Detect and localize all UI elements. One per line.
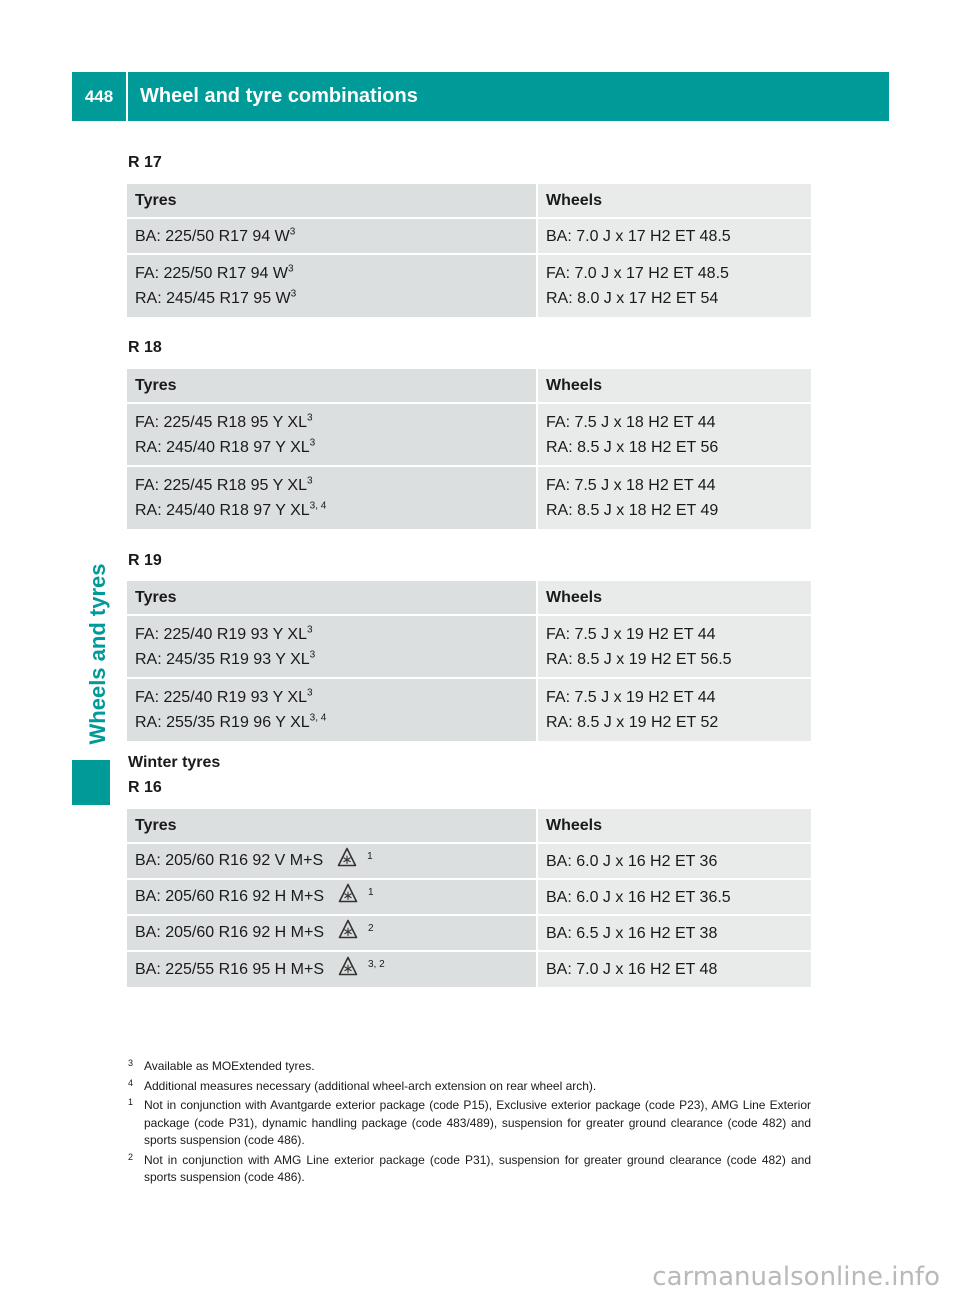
- footnote-text: Additional measures necessary (additional wheel-arch extension on rear wheel arch).: [144, 1078, 597, 1093]
- tyre-spec: BA: 225/55 R16 95 H M+S: [135, 960, 324, 978]
- wheel-cell: [537, 879, 811, 915]
- table-row: [127, 254, 811, 317]
- column-header-wheels: Wheels: [537, 809, 811, 843]
- tyre-spec: FA: 225/50 R17 94 W: [135, 265, 288, 282]
- wheel-cell: [537, 951, 811, 987]
- snowflake-mountain-icon: [338, 956, 358, 984]
- footnote-ref: 3: [290, 288, 297, 300]
- wheel-spec: BA: 6.0 J x 16 H2 ET 36.5: [546, 888, 731, 906]
- tyre-cell: [127, 915, 537, 951]
- wheel-cell: [537, 615, 811, 678]
- footnote-ref: 2: [368, 922, 374, 934]
- table-row: [127, 678, 811, 741]
- tyre-spec: FA: 225/45 R18 95 Y XL: [135, 413, 307, 431]
- page-title: Wheel and tyre combinations: [140, 85, 418, 107]
- footnote-ref: 3: [309, 649, 316, 661]
- footnote: [128, 1058, 811, 1076]
- wheel-cell: [537, 678, 811, 741]
- wheel-cell: [537, 254, 811, 317]
- footnote: [128, 1078, 811, 1096]
- tyre-cell: [127, 951, 537, 987]
- wheel-spec: RA: 8.5 J x 19 H2 ET 56.5: [546, 650, 732, 668]
- footnote-ref: 3, 2: [368, 959, 385, 971]
- footnote-text: Available as MOExtended tyres.: [144, 1059, 315, 1073]
- footnote-ref: 3, 4: [309, 500, 327, 512]
- wheel-cell: [537, 218, 811, 254]
- table-row: [127, 843, 811, 879]
- column-header-tyres: Tyres: [127, 581, 537, 615]
- tyre-cell: [127, 254, 537, 317]
- tyre-spec: RA: 245/40 R18 97 Y XL: [135, 438, 310, 456]
- table-row: [127, 466, 811, 529]
- wheel-spec: FA: 7.5 J x 18 H2 ET 44: [546, 477, 716, 494]
- tyre-cell: [127, 843, 537, 879]
- wheel-spec: BA: 6.0 J x 16 H2 ET 36: [546, 852, 718, 870]
- winter-tyres-heading: Winter tyres: [128, 754, 221, 771]
- section-heading-r16: R 16: [128, 779, 162, 796]
- tyre-spec: RA: 255/35 R19 96 Y XL: [135, 714, 310, 731]
- section-heading-r19: R 19: [128, 552, 162, 569]
- tyre-cell: [127, 879, 537, 915]
- footnote-number: 1: [128, 1097, 134, 1107]
- footnote-ref: 3: [306, 624, 313, 636]
- table-row: [127, 915, 811, 951]
- tyre-cell: [127, 218, 537, 254]
- tyre-spec: BA: 225/50 R17 94 W: [135, 227, 290, 245]
- footnote-ref: 3: [306, 412, 313, 424]
- table-r19: [127, 581, 811, 741]
- table-row: [127, 951, 811, 987]
- column-header-wheels: Wheels: [537, 369, 811, 403]
- wheel-spec: FA: 7.0 J x 17 H2 ET 48.5: [546, 265, 729, 282]
- side-tab: [73, 559, 123, 749]
- footnote-ref: 3: [287, 263, 294, 275]
- tyre-cell: [127, 403, 537, 466]
- footnote-number: 4: [128, 1077, 134, 1088]
- snowflake-mountain-icon: [338, 883, 358, 911]
- watermark: carmanualsonline.info: [652, 1262, 940, 1292]
- tyre-spec: FA: 225/45 R18 95 Y XL: [135, 477, 307, 494]
- footnote-ref: 1: [368, 886, 374, 898]
- wheel-spec: FA: 7.5 J x 19 H2 ET 44: [546, 625, 716, 643]
- page-number: 448: [84, 87, 114, 106]
- wheel-spec: BA: 6.5 J x 16 H2 ET 38: [546, 924, 718, 942]
- snowflake-mountain-icon: [338, 919, 358, 947]
- column-header-tyres: Tyres: [127, 184, 537, 218]
- table-row: [127, 218, 811, 254]
- tyre-cell: [127, 678, 537, 741]
- snowflake-mountain-icon: [337, 847, 357, 875]
- wheel-spec: RA: 8.5 J x 18 H2 ET 49: [546, 502, 719, 519]
- column-header-tyres: Tyres: [127, 369, 537, 403]
- tyre-spec: FA: 225/40 R19 93 Y XL: [135, 625, 307, 643]
- table-r17: [127, 184, 811, 317]
- header-divider: [126, 72, 128, 121]
- tyre-cell: [127, 615, 537, 678]
- footnote: [128, 1097, 811, 1150]
- table-winter-r16: [127, 809, 811, 987]
- footnote-ref: 3, 4: [309, 712, 327, 724]
- footnote-text: Not in conjunction with Avantgarde exterior package (code P15), Exclusive exterior package (code P23), AMG Line Exterior package (code P31), dynamic handling package (code 483/489), suspension for greater ground clearance (code 482) and sports suspension (code 486).: [144, 1098, 811, 1147]
- tyre-spec: RA: 245/45 R17 95 W: [135, 290, 291, 307]
- table-row: [127, 403, 811, 466]
- section-heading-r17: R 17: [128, 154, 162, 171]
- wheel-cell: [537, 466, 811, 529]
- footnote-ref: 1: [367, 850, 373, 862]
- wheel-spec: FA: 7.5 J x 18 H2 ET 44: [546, 413, 716, 431]
- column-header-wheels: Wheels: [537, 184, 811, 218]
- tyre-spec: RA: 245/40 R18 97 Y XL: [135, 502, 310, 519]
- table-r18: [127, 369, 811, 529]
- column-header-tyres: Tyres: [127, 809, 537, 843]
- wheel-spec: BA: 7.0 J x 17 H2 ET 48.5: [546, 227, 731, 245]
- footnote-ref: 3: [309, 437, 316, 449]
- section-heading-r18: R 18: [128, 339, 162, 356]
- wheel-spec: RA: 8.5 J x 19 H2 ET 52: [546, 714, 719, 731]
- column-header-wheels: Wheels: [537, 581, 811, 615]
- tyre-spec: BA: 205/60 R16 92 V M+S: [135, 852, 324, 870]
- tyre-spec: RA: 245/35 R19 93 Y XL: [135, 650, 310, 668]
- side-tab-marker: [72, 760, 110, 805]
- footnote-ref: 3: [306, 475, 313, 487]
- tyre-cell: [127, 466, 537, 529]
- wheel-cell: [537, 915, 811, 951]
- footnote-ref: 3: [306, 687, 313, 699]
- wheel-spec: RA: 8.0 J x 17 H2 ET 54: [546, 290, 719, 307]
- tyre-spec: FA: 225/40 R19 93 Y XL: [135, 689, 307, 706]
- table-row: [127, 879, 811, 915]
- footnote: [128, 1152, 811, 1187]
- tyre-spec: BA: 205/60 R16 92 H M+S: [135, 888, 324, 906]
- table-row: [127, 615, 811, 678]
- footnote-number: 2: [128, 1151, 134, 1162]
- side-tab-label: Wheels and tyres: [85, 563, 110, 745]
- wheel-cell: [537, 403, 811, 466]
- tyre-spec: BA: 205/60 R16 92 H M+S: [135, 924, 324, 942]
- wheel-cell: [537, 843, 811, 879]
- footnotes: [128, 1058, 811, 1189]
- wheel-spec: FA: 7.5 J x 19 H2 ET 44: [546, 689, 716, 706]
- wheel-spec: BA: 7.0 J x 16 H2 ET 48: [546, 961, 718, 978]
- footnote-number: 3: [128, 1058, 134, 1068]
- footnote-ref: 3: [289, 226, 296, 238]
- wheel-spec: RA: 8.5 J x 18 H2 ET 56: [546, 438, 719, 456]
- footnote-text: Not in conjunction with AMG Line exterior package (code P31), suspension for greater ground clearance (code 482) and sports suspension (code 486).: [144, 1152, 811, 1184]
